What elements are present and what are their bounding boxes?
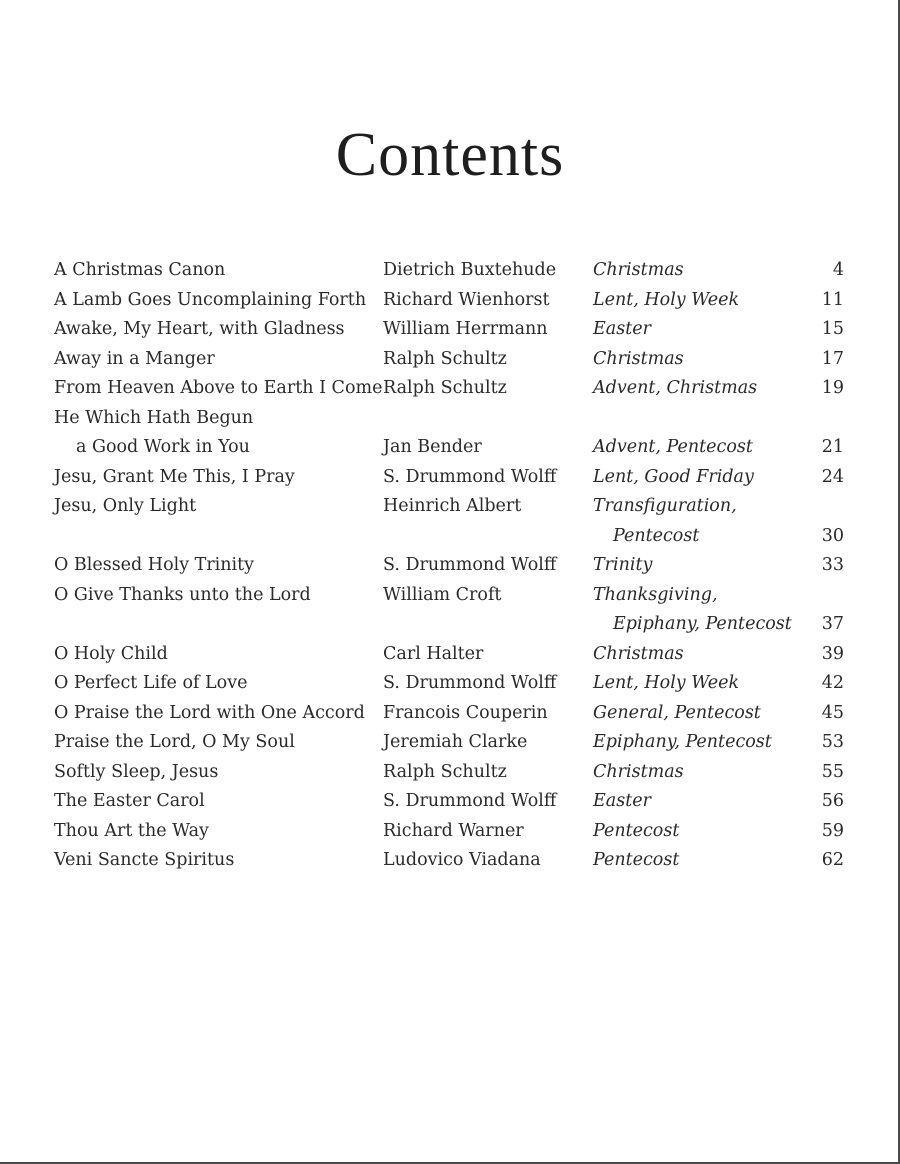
entry-title: O Give Thanks unto the Lord [54, 584, 311, 605]
entry-title: O Perfect Life of Love [54, 673, 248, 693]
entry-season: Advent, Christmas [593, 378, 758, 398]
contents-entry [54, 315, 846, 345]
entry-composer: S. Drummond Wolff [383, 673, 557, 693]
entry-season: Lent, Holy Week [593, 673, 740, 693]
contents-entry-continuation [54, 610, 846, 640]
contents-entry [54, 404, 846, 434]
entry-composer: S. Drummond Wolff [383, 555, 557, 575]
entry-page-number: 56 [821, 791, 844, 811]
entry-page-number: 24 [821, 466, 844, 487]
entry-title-continued: a Good Work in You [76, 437, 250, 457]
entry-title: From Heaven Above to Earth I Come [54, 378, 383, 398]
entry-page-number: 45 [821, 702, 844, 723]
entry-page-number: 21 [821, 437, 844, 457]
entry-season: Advent, Pentecost [593, 437, 753, 457]
entry-season: Epiphany, Pentecost [593, 732, 772, 752]
contents-entry [54, 787, 846, 817]
contents-entry [54, 374, 846, 404]
contents-entry-continuation [54, 522, 846, 552]
entry-title: O Holy Child [54, 643, 168, 664]
entry-title: Jesu, Only Light [54, 496, 197, 516]
entry-title: Awake, My Heart, with Gladness [54, 319, 345, 339]
entry-season: Christmas [593, 643, 684, 664]
entry-title: He Which Hath Begun [54, 407, 254, 428]
entry-season: Easter [593, 319, 651, 339]
entry-composer: Francois Couperin [383, 702, 548, 723]
entry-page-number: 30 [821, 525, 844, 546]
contents-entry [54, 728, 846, 758]
entry-page-number: 19 [821, 378, 844, 398]
entry-composer: Jeremiah Clarke [383, 732, 528, 752]
entry-composer: William Croft [383, 584, 502, 605]
entry-composer: Dietrich Buxtehude [383, 260, 557, 280]
entry-season-continued: Pentecost [613, 525, 700, 546]
entry-season: Transfiguration, [593, 496, 737, 516]
entry-composer: Ralph Schultz [383, 761, 507, 782]
contents-entry [54, 581, 846, 611]
entry-title: Veni Sancte Spiritus [54, 850, 235, 870]
entry-page-number: 42 [821, 673, 844, 693]
contents-entry [54, 846, 846, 876]
entry-page-number: 59 [821, 820, 844, 841]
entry-page-number: 15 [821, 319, 844, 339]
contents-entry [54, 640, 846, 670]
entry-title: A Christmas Canon [54, 260, 226, 280]
entry-page-number: 39 [821, 643, 844, 664]
entry-composer: Carl Halter [383, 643, 484, 664]
contents-entry [54, 492, 846, 522]
entry-title: Thou Art the Way [54, 820, 209, 841]
entry-season: Christmas [593, 348, 684, 369]
contents-entry [54, 551, 846, 581]
entry-title: Away in a Manger [54, 348, 215, 369]
contents-list [54, 256, 846, 876]
contents-entry [54, 669, 846, 699]
entry-season-continued: Epiphany, Pentecost [613, 614, 792, 634]
entry-composer: Ralph Schultz [383, 378, 507, 398]
entry-composer: Richard Wienhorst [383, 289, 550, 310]
entry-title: O Blessed Holy Trinity [54, 555, 255, 575]
contents-entry [54, 817, 846, 847]
page-title: Contents [335, 121, 565, 189]
entry-season: Pentecost [593, 850, 680, 870]
entry-title: O Praise the Lord with One Accord [54, 702, 365, 723]
entry-title: Softly Sleep, Jesus [54, 761, 219, 782]
entry-title: Praise the Lord, O My Soul [54, 732, 295, 752]
entry-season: General, Pentecost [593, 702, 761, 723]
entry-page-number: 53 [821, 732, 844, 752]
entry-composer: Ludovico Viadana [383, 850, 541, 870]
contents-entry [54, 699, 846, 729]
contents-entry [54, 758, 846, 788]
entry-page-number: 62 [821, 850, 844, 870]
entry-composer: S. Drummond Wolff [383, 466, 557, 487]
contents-entry [54, 345, 846, 375]
entry-season: Pentecost [593, 820, 680, 841]
entry-season: Easter [593, 791, 651, 811]
entry-season: Thanksgiving, [593, 584, 718, 605]
contents-entry [54, 286, 846, 316]
contents-entry-continuation [54, 433, 846, 463]
entry-page-number: 55 [821, 761, 844, 782]
entry-page-number: 37 [821, 614, 844, 634]
entry-season: Christmas [593, 761, 684, 782]
entry-title: The Easter Carol [54, 791, 205, 811]
entry-page-number: 4 [832, 260, 844, 280]
entry-season: Trinity [593, 555, 653, 575]
entry-season: Lent, Good Friday [593, 466, 754, 487]
entry-composer: Ralph Schultz [383, 348, 507, 369]
entry-composer: Heinrich Albert [383, 496, 522, 516]
entry-composer: S. Drummond Wolff [383, 791, 557, 811]
contents-entry [54, 463, 846, 493]
contents-entry [54, 256, 846, 286]
entry-season: Lent, Holy Week [593, 289, 740, 310]
entry-title: Jesu, Grant Me This, I Pray [54, 466, 295, 487]
entry-composer: Jan Bender [383, 437, 482, 457]
entry-season: Christmas [593, 260, 684, 280]
entry-page-number: 11 [821, 289, 844, 310]
entry-page-number: 17 [821, 348, 844, 369]
entry-page-number: 33 [821, 555, 844, 575]
entry-composer: William Herrmann [383, 319, 548, 339]
entry-title: A Lamb Goes Uncomplaining Forth [54, 289, 367, 310]
entry-composer: Richard Warner [383, 820, 524, 841]
